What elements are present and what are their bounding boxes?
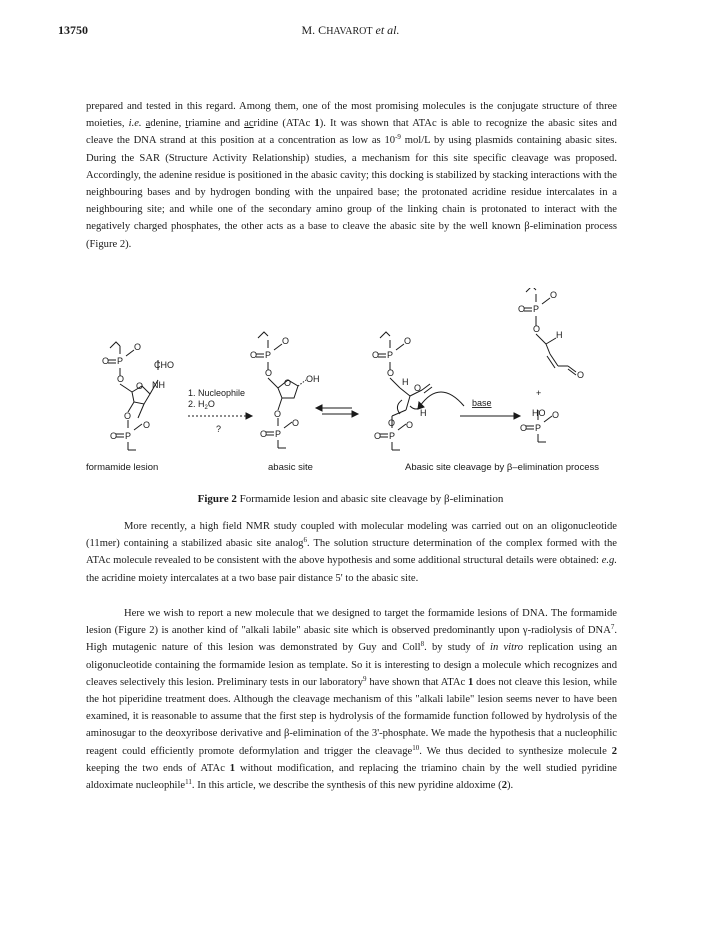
atom-o: O: [404, 336, 412, 346]
atom-p: P: [125, 431, 132, 441]
caption-text: Formamide lesion and abasic site cleavage by β-elimination: [239, 493, 504, 505]
paragraph-1: prepared and tested in this regard. Among them, one of the most promising molecules is the conjugate structure of three moieties, i.e. adenine, triamine and acridine (ATAc 1). It was shown that ATAc is able to recognize the abasic sites and cleave the DNA strand at this position at a concentration as low as $10^{-9}$ mol/L by using plasmids containing abasic sites. During the SAR (Structure Activity Relationship) studies, a mechanism for this site specific cleavage was proposed. Accordingly, the adenine residue is positioned in the abasic cavity; this docking is stabilized by stacking interactions with the neighbouring bases and by hydrogen bonding with the unpaired base; the protonated acridine residue intercalates in a neighbouring site; and while one of the secondary amino group of the linking chain is protonated to interact with the negatively charged phosphates, the other acts as a base to cleave the abasic site by the well known β-elimination process (Figure 2).: [86, 101, 617, 250]
reagent-line-2: 2. $H_2O$: [188, 399, 215, 411]
atom-o: O: [552, 410, 560, 420]
atom-h: H: [402, 377, 409, 387]
atom-h: H: [420, 408, 427, 418]
atom-o: O: [284, 378, 292, 388]
atom-cho: CHO: [154, 360, 174, 370]
atom-o: O: [518, 304, 526, 314]
page-number: 13750: [58, 23, 88, 37]
figure-caption: [0, 493, 701, 505]
atom-o: O: [136, 381, 144, 391]
atom-o: O: [387, 368, 395, 378]
atom-p: P: [275, 429, 282, 439]
question-mark: ?: [216, 424, 222, 434]
running-head: M. CHAVAROT et al.: [301, 23, 400, 37]
atom-o: O: [414, 383, 422, 393]
plus-sign: +: [536, 388, 542, 398]
atom-o: O: [282, 336, 290, 346]
label-formamide-lesion: formamide lesion: [86, 462, 159, 473]
label-cleavage: Abasic site cleavage by β–elimination process: [405, 462, 599, 473]
atom-o: O: [372, 350, 380, 360]
atom-o: O: [143, 420, 151, 430]
atom-o: O: [374, 431, 382, 441]
atom-o: O: [102, 356, 110, 366]
paragraph-2: More recently, a high field NMR study coupled with molecular modeling was carried out on an oligonucleotide (11mer) containing a stabilized abasic site analog$^6$. The solution structure determination of the complex formed with the ATAc molecule revealed to be consistent with the above hypothesis and some additional structural details were obtained: e.g. the acridine moiety intercalates at a two base pair distance 5' to the abasic site.: [86, 521, 617, 584]
atom-p: P: [117, 356, 124, 366]
atom-nh: NH: [152, 380, 165, 390]
atom-o: O: [124, 411, 132, 421]
label-abasic-site: abasic site: [268, 462, 313, 473]
reagent-line-1: 1. Nucleophile: [188, 388, 246, 398]
atom-p: P: [533, 304, 540, 314]
caption-label: Figure 2: [197, 493, 237, 505]
atom-o: O: [260, 429, 268, 439]
atom-o: O: [265, 368, 273, 378]
base-label: base: [472, 398, 492, 408]
atom-o: O: [577, 370, 585, 380]
atom-o: O: [533, 324, 541, 334]
atom-h: H: [556, 330, 563, 340]
reaction-scheme: [80, 288, 640, 483]
atom-o: O: [250, 350, 258, 360]
atom-o: O: [274, 409, 282, 419]
atom-o: O: [388, 418, 396, 428]
atom-o: O: [134, 342, 142, 352]
atom-o: O: [117, 374, 125, 384]
atom-o: O: [406, 420, 414, 430]
atom-oh: OH: [306, 374, 320, 384]
paragraph-3: Here we wish to report a new molecule that we designed to target the formamide lesions of DNA. The formamide lesion (Figure 2) is another kind of "alkali labile" abasic site which is observed predominantly upon γ-radiolysis of DNA$^7$. High mutagenic nature of this lesion was demonstrated by Guy and Coll$^8$. by study of in vitro replication using an oligonucleotide containing the formamide lesion as template. So it is interesting to design a molecule which recognizes and cleaves selectively this lesion. Preliminary tests in our laboratory$^9$ have shown that ATAc 1 does not cleave this lesion, while the hot piperidine treatment does. Although the cleavage mechanism of this "alkali labile" lesion seems never to have been examined, it is reasonable to assume that the first step is hydrolysis of the formamide function followed by hydrolysis of the aminosugar to the deoxyribose derivative and β-elimination of the 3'-phosphate. We made the hypothesis that a nucleophilic reagent could efficiently promote deformylation and trigger the cleavage$^{10}$. We thus decided to synthesize molecule 2 keeping the two ends of ATAc 1 without modification, and replacing the triamino chain by the well studied pyridine aldoximate nucleophile$^{11}$. In this article, we describe the synthesis of this new pyridine aldoxime (2).: [86, 608, 617, 792]
atom-o: O: [550, 290, 558, 300]
atom-p: P: [389, 431, 396, 441]
figure-2: [80, 288, 640, 483]
atom-ho: HO: [532, 408, 546, 418]
atom-p: P: [265, 350, 272, 360]
atom-o: O: [292, 418, 300, 428]
atom-p: P: [535, 423, 542, 433]
atom-p: P: [387, 350, 394, 360]
atom-o: O: [520, 423, 528, 433]
page-header: [0, 23, 701, 39]
atom-o: O: [110, 431, 118, 441]
